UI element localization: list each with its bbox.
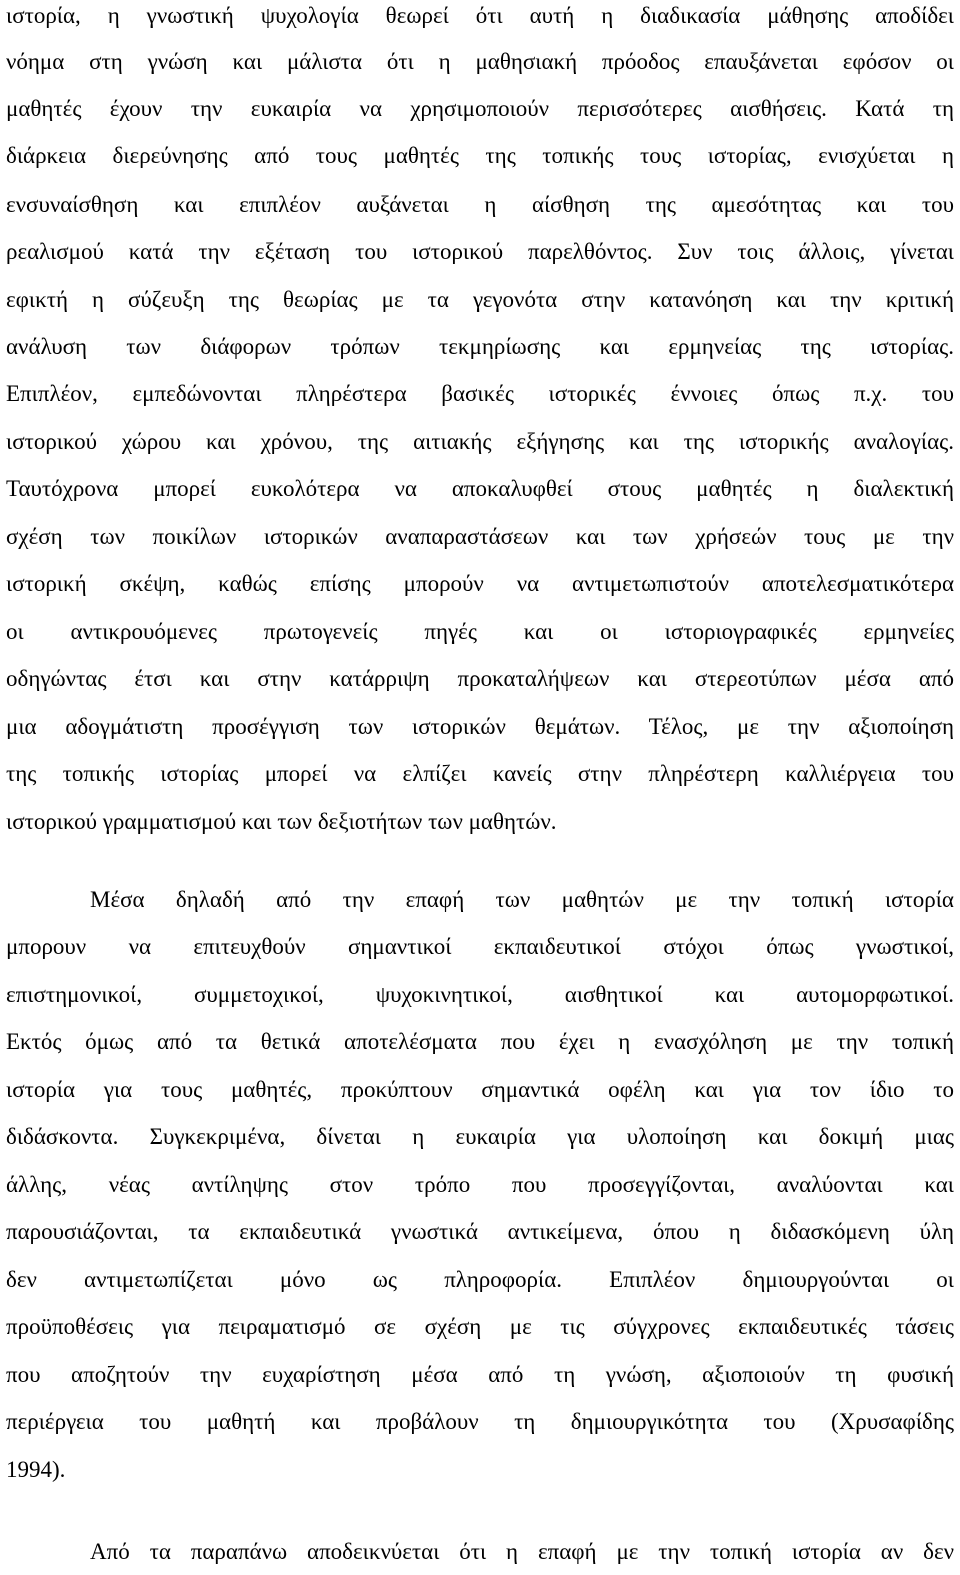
text-line: ιστορία για τους μαθητές, προκύπτουν σημαντικά οφέλη και για τον ίδιο το <box>6 1077 954 1102</box>
text-line: ανάλυση των διάφορων τρόπων τεκμηρίωσης και ερμηνείας της ιστορίας. <box>6 334 954 359</box>
text-line: 1994). <box>6 1457 66 1482</box>
text-line: ιστορική σκέψη, καθώς επίσης μπορούν να αντιμετωπιστούν αποτελεσματικότερα <box>6 571 954 596</box>
text-line: άλλης, νέας αντίληψης στον τρόπο που προσεγγίζονται, αναλύονται και <box>6 1172 954 1197</box>
text-line: οδηγώντας έτσι και στην κατάρριψη προκαταλήψεων και στερεοτύπων μέσα από <box>6 666 954 691</box>
text-line: Εκτός όμως από τα θετικά αποτελέσματα που έχει η ενασχόληση με την τοπική <box>6 1029 954 1054</box>
text-line: διάρκεια διερεύνησης από τους μαθητές της τοπικής τους ιστορίας, ενισχύεται η <box>6 143 954 168</box>
text-line: ρεαλισμού κατά την εξέταση του ιστορικού παρελθόντος. Συν τοις άλλοις, γίνεται <box>6 239 954 264</box>
text-line: μπορουν να επιτευχθούν σημαντικοί εκπαιδευτικοί στόχοι όπως γνωστικοί, <box>6 934 954 959</box>
text-line: διδάσκοντα. Συγκεκριμένα, δίνεται η ευκαιρία για υλοποίηση και δοκιμή μιας <box>6 1124 954 1149</box>
text-line: Επιπλέον, εμπεδώνονται πληρέστερα βασικές ιστορικές έννοιες όπως π.χ. του <box>6 381 954 406</box>
text-line: ιστορικού χώρου και χρόνου, της αιτιακής εξήγησης και της ιστορικής αναλογίας. <box>6 429 954 454</box>
text-line: μια αδογμάτιστη προσέγγιση των ιστορικών θεμάτων. Τέλος, με την αξιοποίηση <box>6 714 954 739</box>
text-line: δεν αντιμετωπίζεται μόνο ως πληροφορία. Επιπλέον δημιουργούνται οι <box>6 1267 954 1292</box>
text-line: ενσυναίσθηση και επιπλέον αυξάνεται η αίσθηση της αμεσότητας και του <box>6 192 954 217</box>
text-line: παρουσιάζονται, τα εκπαιδευτικά γνωστικά αντικείμενα, όπου η διδασκόμενη ύλη <box>6 1219 954 1244</box>
text-line: εφικτή η σύζευξη της θεωρίας με τα γεγονότα στην κατανόηση και την κριτική <box>6 287 954 312</box>
text-line: Ταυτόχρονα μπορεί ευκολότερα να αποκαλυφθεί στους μαθητές η διαλεκτική <box>6 476 954 501</box>
text-line: σχέση των ποικίλων ιστορικών αναπαραστάσεων και των χρήσεών τους με την <box>6 524 954 549</box>
text-line: της τοπικής ιστορίας μπορεί να ελπίζει κανείς στην πληρέστερη καλλιέργεια του <box>6 761 954 786</box>
text-line: μαθητές έχουν την ευκαιρία να χρησιμοποιούν περισσότερες αισθήσεις. Κατά τη <box>6 96 954 121</box>
text-line: επιστημονικοί, συμμετοχικοί, ψυχοκινητικοί, αισθητικοί και αυτομορφωτικοί. <box>6 982 954 1007</box>
text-line: Μέσα δηλαδή από την επαφή των μαθητών με την τοπική ιστορία <box>90 887 954 912</box>
text-line: ιστορικού γραμματισμού και των δεξιοτήτων των μαθητών. <box>6 809 557 834</box>
text-line: προϋποθέσεις για πειραματισμό σε σχέση με τις σύγχρονες εκπαιδευτικές τάσεις <box>6 1314 954 1339</box>
text-line: ιστορία, η γνωστική ψυχολογία θεωρεί ότι αυτή η διαδικασία μάθησης αποδίδει <box>6 3 954 28</box>
text-line: Από τα παραπάνω αποδεικνύεται ότι η επαφή με την τοπική ιστορία αν δεν <box>90 1539 954 1564</box>
text-line: νόημα στη γνώση και μάλιστα ότι η μαθησιακή πρόοδος επαυξάνεται εφόσον οι <box>6 49 954 74</box>
text-line: που αποζητούν την ευχαρίστηση μέσα από τη γνώση, αξιοποιούν τη φυσική <box>6 1362 954 1387</box>
text-line: περιέργεια του μαθητή και προβάλουν τη δημιουργικότητα του (Χρυσαφίδης <box>6 1409 954 1434</box>
text-line: οι αντικρουόμενες πρωτογενείς πηγές και οι ιστοριογραφικές ερμηνείες <box>6 619 954 644</box>
